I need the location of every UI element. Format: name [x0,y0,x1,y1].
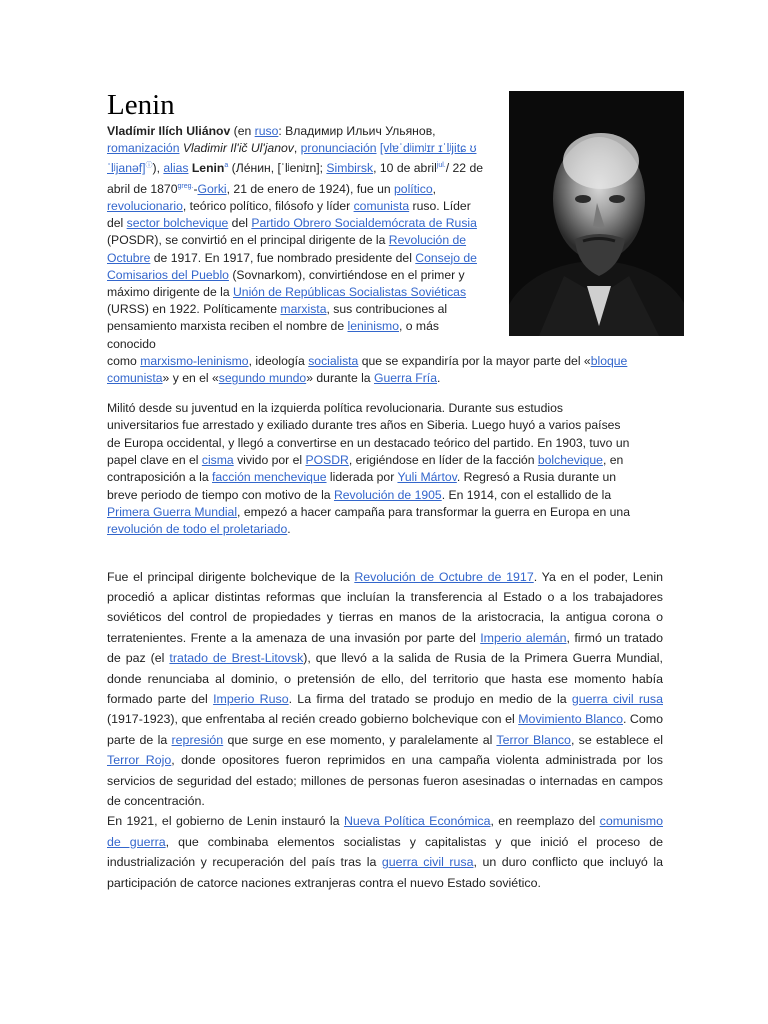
link-marxismo-leninismo[interactable]: marxismo-leninismo [140,353,249,368]
link-segundo-mundo[interactable]: segundo mundo [218,370,307,385]
text: del [228,216,252,231]
link-comunismo-de-guerra[interactable]: comunismo de guerra [107,814,663,849]
link-cisma[interactable]: cisma [201,453,234,468]
text: que surge en ese momento, y paralelamente al [223,732,497,747]
link-guerra-civil-rusa[interactable]: guerra civil rusa [571,691,663,706]
text: » y en el « [162,370,219,385]
text: , empezó a hacer campaña para transformar la guerra en Europa en una [237,504,630,519]
article-title: Lenin [107,89,175,121]
link-romanizacion[interactable]: romanización [107,141,180,156]
text: de 1917. En 1917, fue nombrado presidente del [150,250,416,265]
link-brest-litovsk[interactable]: tratado de Brest-Litovsk [169,651,304,666]
link-guerra-civil-rusa-2[interactable]: guerra civil rusa [381,855,474,870]
text: . Regresó a Rusia durante un breve periodo de tiempo con motivo de la [107,470,617,502]
link-revolucion-octubre-1917[interactable]: Revolución de Octubre de 1917 [354,569,534,584]
text: . [287,522,291,537]
link-faccion-menchevique[interactable]: facción menchevique [212,470,327,485]
text: ruso. Líder del [107,198,471,231]
link-leninismo[interactable]: leninismo [347,319,399,334]
text: , 10 de abril [373,161,437,176]
link-yuli-martov[interactable]: Yuli Mártov [397,470,457,485]
link-guerra-fria[interactable]: Guerra Fría [373,370,437,385]
paragraph-2 [107,400,637,538]
text: / 22 de abril de 1870 [107,161,484,196]
link-gorki[interactable]: Gorki [197,181,227,196]
text: (1917-1923), que enfrentaba al recién creado gobierno bolchevique con el [107,712,519,727]
text: . Ya en el poder, Lenin procedió a aplicar distintas reformas que incluían la transferencia al Estado o a los trabajadores soviéticos del control de propiedades y tierras en manos de la aristocracia, la antigua corona o terratenientes. Frente a la amenaza de una invasión por parte del [107,569,664,645]
text: , donde opositores fueron reprimidos en una campaña violenta administrada por los servicios de seguridad del estado; millones de personas fueron asesinadas o internadas en campos de concentración. [107,753,663,809]
link-terror-blanco[interactable]: Terror Blanco [496,732,571,747]
name-bold: Vladímir Ilích Uliánov [107,124,231,138]
text: . La firma del tratado se produjo en medio de la [288,691,572,706]
link-revolucion-proletariado[interactable]: revolución de todo el proletariado [107,522,288,537]
text: ), [152,161,164,176]
note-greg[interactable]: greg. [177,182,194,190]
text: , o más conocido [107,319,439,351]
text: , [293,141,301,156]
link-pronunciacion[interactable]: pronunciación [300,141,377,156]
link-socialista[interactable]: socialista [308,353,359,368]
text: liderada por [326,470,398,485]
text: . Como parte de la [107,712,663,747]
link-comunista[interactable]: comunista [353,198,410,213]
link-movimiento-blanco[interactable]: Movimiento Blanco [518,712,623,727]
text: . [436,370,441,385]
text: (URSS) en 1922. Políticamente [107,302,281,317]
text: , ideología [248,353,309,368]
text: : Владимир Ильич Ульянов, [278,124,436,138]
link-simbirsk[interactable]: Simbirsk [326,161,374,176]
audio-icon[interactable]: ⓘ [145,162,153,170]
link-sector-bolchevique[interactable]: sector bolchevique [126,216,229,231]
text: (Sovnarkom), convirtiéndose en el primer y máximo dirigente de la [107,267,465,299]
intro-last-lines [107,353,667,387]
text: , [432,181,437,196]
link-revolucionario[interactable]: revolucionario [107,198,183,213]
note-a[interactable]: a [224,162,229,170]
text: , erigiéndose en líder de la facción [348,453,538,468]
text: » durante la [306,370,374,385]
text: En 1921, el gobierno de Lenin instauró la [107,814,344,829]
text: (POSDR), se convirtió en el principal dirigente de la [107,233,389,248]
link-bolchevique[interactable]: bolchevique [537,453,603,468]
text: , 21 de enero de 1924), fue un [226,181,395,196]
paragraph-3 [107,567,663,812]
text: ), que llevó a la salida de Rusia de la Primera Guerra Mundial, donde renunciaba al dominio, o pretensión de ello, del territorio que hasta ese momento había formado parte del [107,651,663,706]
link-politico[interactable]: político [394,181,433,196]
link-urss[interactable]: Unión de Repúblicas Socialistas Soviéticas [233,284,467,299]
text: vivido por el [233,453,306,468]
article-body [107,88,667,893]
text: , se establece el [570,732,664,747]
paragraph-4 [107,811,663,893]
text: , en contraposición a la [107,453,624,485]
text: , sus contribuciones al pensamiento marxista reciben el nombre de [107,302,448,334]
text: , teórico político, filósofo y líder [182,198,354,213]
text: Vladimir Il'ič Ul'janov [179,141,294,156]
link-revolucion-octubre[interactable]: Revolución de Octubre [107,233,467,265]
link-partido-obrero[interactable]: Partido Obrero Socialdemócrata de Rusia [251,216,477,231]
text: - [193,181,198,196]
link-alias[interactable]: alias [163,161,189,176]
link-posdr[interactable]: POSDR [305,453,349,468]
link-primera-guerra-mundial[interactable]: Primera Guerra Mundial [107,504,238,519]
note-jul[interactable]: jul. [436,162,446,170]
lenin-bold: Lenin [191,161,225,176]
text: Militó desde su juventud en la izquierda política revolucionaria. Durante sus estudios universitarios fue arrestado y exiliado durante tres años en Siberia. Luego huyó a varios países de Europa occidental, y llegó a convertirse en un destacado teórico del partido. En 1903, tuvo un papel clave en el [107,401,630,468]
text: , que combinaba elementos socialistas y capitalistas y que inició el proceso de industrialización y recuperación del país tras la [107,834,663,870]
intro-paragraph [107,123,628,387]
link-represion[interactable]: represión [171,732,224,747]
link-ipa[interactable]: [vlɐˈdʲimʲɪr ɪˈlʲjitɕ ʊˈlʲjanəf] [107,141,477,176]
link-marxista[interactable]: marxista [280,302,327,317]
link-bloque-comunista[interactable]: bloque comunista [107,353,628,385]
text: Fue el principal dirigente bolchevique de la [107,569,355,584]
text: (en [230,124,255,138]
text: . En 1914, con el estallido de la [441,487,612,502]
text: , un duro conflicto que incluyó la participación de catorce naciones extranjeras contra el nuevo Estado soviético. [107,855,663,890]
text: , en reemplazo del [490,814,600,829]
link-consejo-comisarios[interactable]: Consejo de Comisarios del Pueblo [107,250,477,282]
text: , firmó un tratado de paz (el [107,630,663,666]
link-nueva-politica-economica[interactable]: Nueva Política Económica [343,814,491,829]
link-terror-rojo[interactable]: Terror Rojo [107,753,172,768]
link-revolucion-1905[interactable]: Revolución de 1905 [333,487,442,502]
text: que se expandiría por la mayor parte del « [358,353,591,368]
link-imperio-ruso[interactable]: Imperio Ruso [213,691,289,706]
link-imperio-aleman[interactable]: Imperio alemán [480,630,567,645]
text: como [107,353,141,368]
link-ruso[interactable]: ruso [254,124,279,138]
text: (Ле́нин, [ˈlʲenʲɪn]; [228,161,327,176]
